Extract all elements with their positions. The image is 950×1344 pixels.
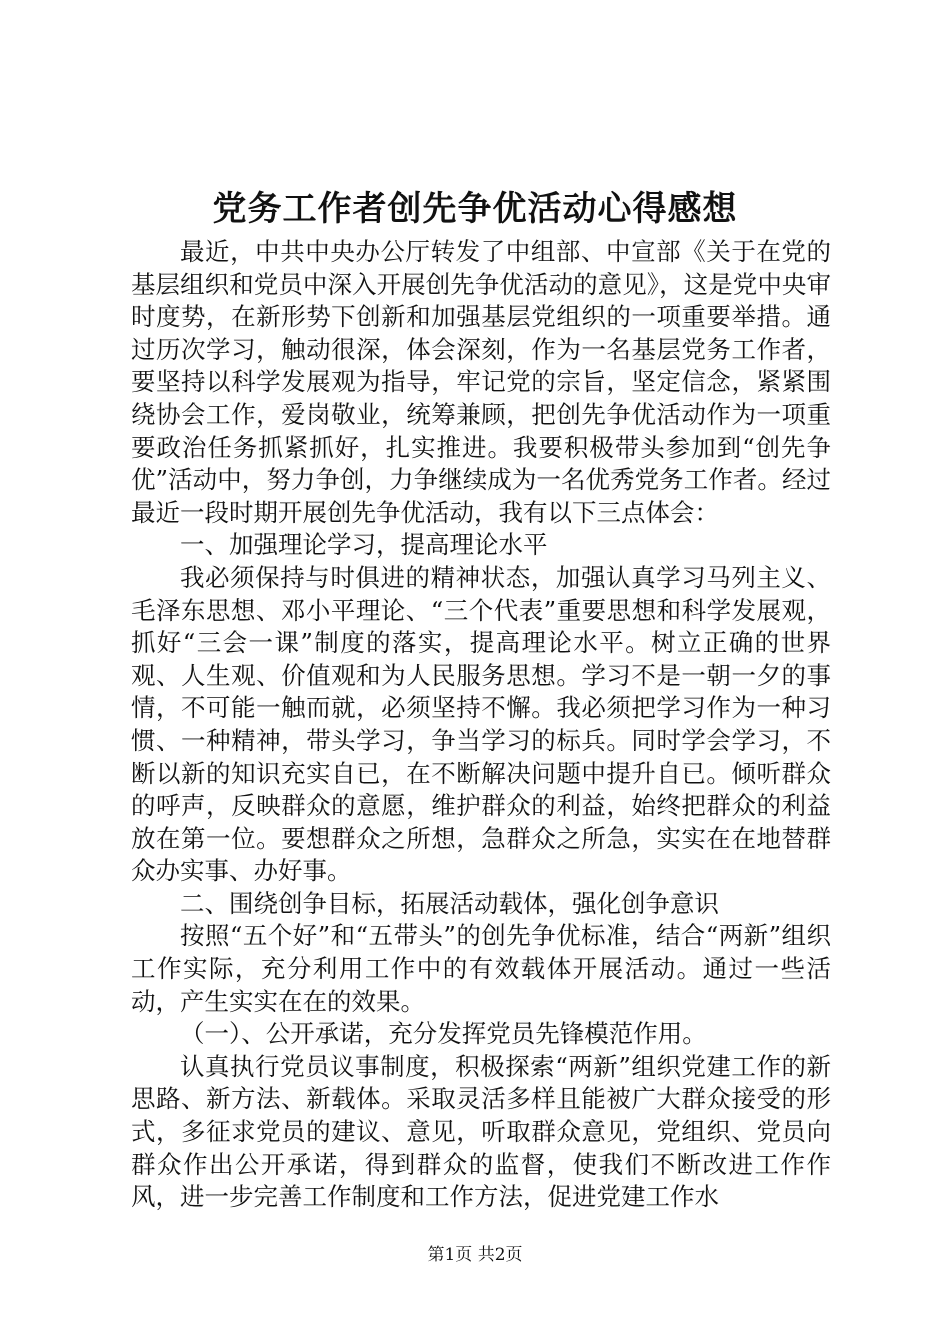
paragraph-intro: 最近，中共中央办公厅转发了中组部、中宣部《关于在党的基层组织和党员中深入开展创先争优活动的意见》，这是党中央审时度势，在新形势下创新和加强基层党组织的一项重要举措。通过历次学习，触动很深，体会深刻，作为一名基层党务工作者，要坚持以科学发展观为指导，牢记党的宗旨，坚定信念，紧紧围绕协会工作，爱岗敬业，统筹兼顾，把创先争优活动作为一项重要政治任务抓紧抓好，扎实推进。我要积极带头参加到“创先争优”活动中，努力争创，力争继续成为一名优秀党务工作者。经过最近一段时期开展创先争优活动，我有以下三点体会： [131, 237, 831, 527]
section-heading-1: 一、加强理论学习，提高理论水平 [180, 530, 548, 560]
paragraph-section-1: 我必须保持与时俱进的精神状态，加强认真学习马列主义、毛泽东思想、邓小平理论、“三个代表”重要思想和科学发展观，抓好“三会一课”制度的落实，提高理论水平。树立正确的世界观、人生观、价值观和为人民服务思想。学习不是一朝一夕的事情，不可能一触而就，必须坚持不懈。我必须把学习作为一种习惯、一种精神，带头学习，争当学习的标兵。同时学会学习，不断以新的知识充实自已，在不断解决问题中提升自已。倾听群众的呼声，反映群众的意愿，维护群众的利益，始终把群众的利益放在第一位。要想群众之所想，急群众之所急，实实在在地替群众办实事、办好事。 [131, 562, 831, 886]
subsection-heading-1: （一）、公开承诺，充分发挥党员先锋模范作用。 [180, 1019, 707, 1049]
paragraph-subsection-1: 认真执行党员议事制度，积极探索“两新”组织党建工作的新思路、新方法、新载体。采取灵活多样且能被广大群众接受的形式，多征求党员的建议、意见，听取群众意见，党组织、党员向群众作出公开承诺，得到群众的监督，使我们不断改进工作作风，进一步完善工作制度和工作方法，促进党建工作水 [131, 1051, 831, 1212]
document-title: 党务工作者创先争优活动心得感想 [212, 189, 738, 229]
document-body [131, 236, 831, 1214]
page-footer: 第1页 共2页 [427, 1245, 523, 1265]
section-heading-2: 二、围绕创争目标，拓展活动载体，强化创争意识 [180, 888, 719, 918]
paragraph-section-2: 按照“五个好”和“五带头”的创先争优标准，结合“两新”组织工作实际，充分利用工作中的有效载体开展活动。通过一些活动，产生实实在在的效果。 [131, 921, 831, 1016]
